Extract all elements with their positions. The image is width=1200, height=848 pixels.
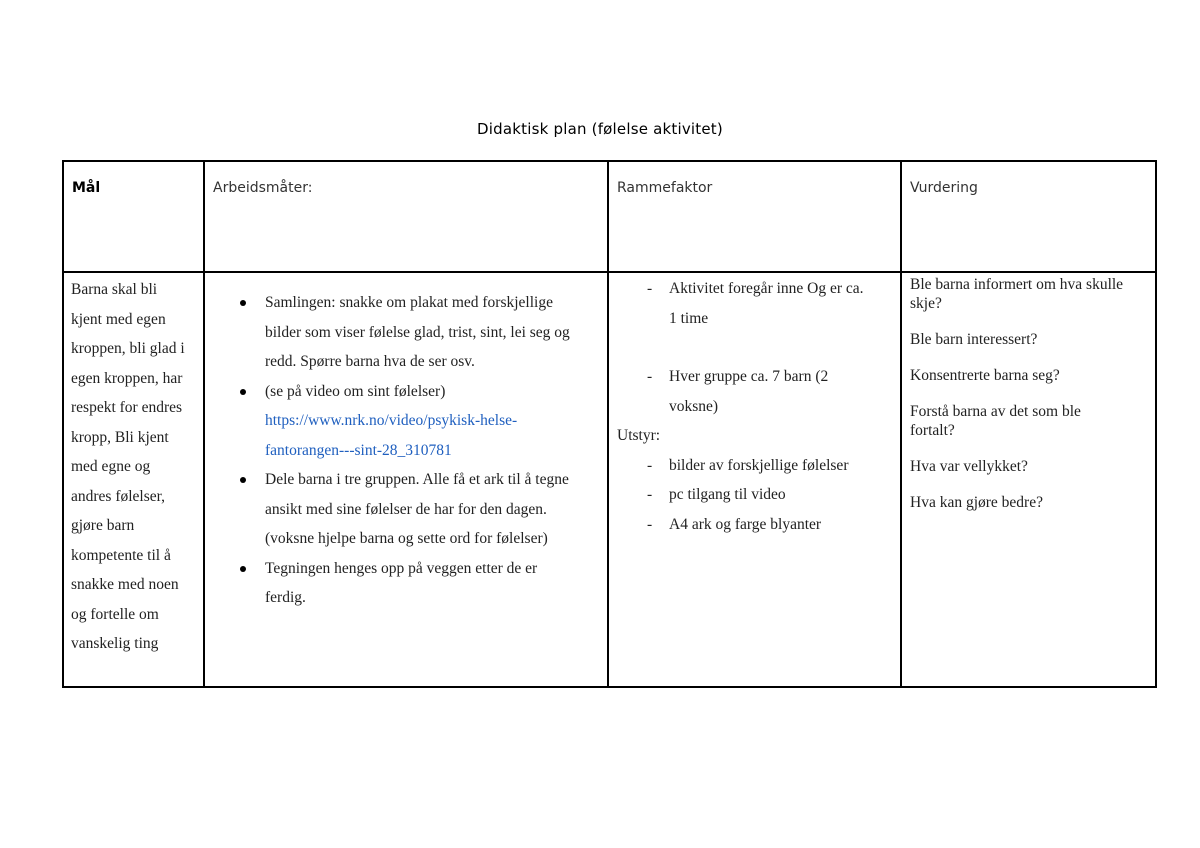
dash-item-line: Hver gruppe ca. 7 barn (2 <box>669 368 829 385</box>
maal-line: snakke med noen <box>71 576 179 593</box>
list-item-line: (voksne hjelpe barna og sette ord for følelser) <box>265 530 548 547</box>
dash-marker: - <box>647 456 653 474</box>
rammefaktor-cell <box>608 272 901 687</box>
arbeidsmater-cell <box>204 272 608 687</box>
vurdering-cell <box>901 272 1156 687</box>
dash-item-line: Aktivitet foregår inne Og er ca. <box>669 280 864 297</box>
list-item <box>265 554 599 613</box>
video-link[interactable]: fantorangen---sint-28_310781 <box>265 441 452 459</box>
vurdering-question: Ble barn interessert? <box>910 331 1038 348</box>
vurdering-question-line: Forstå barna av det som ble <box>910 403 1081 420</box>
dash-marker: - <box>647 486 653 503</box>
maal-line: gjøre barn <box>71 517 135 534</box>
maal-line: og fortelle om <box>71 605 159 623</box>
utstyr-item <box>617 451 892 481</box>
list-item-line: Dele barna i tre gruppen. Alle få et ark til å tegne <box>265 471 569 488</box>
utstyr-item <box>617 510 892 540</box>
maal-line: vanskelig ting <box>71 635 159 652</box>
maal-line: kropp, Bli kjent <box>71 428 169 446</box>
dash-item-line: voksne) <box>669 397 719 415</box>
utstyr-item-text: A4 ark og farge blyanter <box>669 515 822 533</box>
list-item <box>265 465 599 554</box>
maal-line: kjent med egen <box>71 310 166 328</box>
dash-marker: - <box>647 280 653 297</box>
header-row <box>63 161 1156 272</box>
vurdering-question-line: fortalt? <box>910 422 955 439</box>
maal-line: Barna skal bli <box>71 281 158 298</box>
maal-line: kroppen, bli glad i <box>71 340 185 357</box>
dash-item <box>617 274 892 333</box>
arbeidsmater-list <box>227 288 599 613</box>
maal-line: med egne og <box>71 458 151 475</box>
utstyr-label: Utstyr: <box>617 427 661 444</box>
didactic-plan-table <box>62 160 1157 688</box>
document-title: Didaktisk plan (følelse aktivitet) <box>477 120 723 138</box>
list-item-line: Tegningen henges opp på veggen etter de er <box>265 559 538 577</box>
vurdering-question: Hva kan gjøre bedre? <box>910 494 1043 511</box>
dash-marker: - <box>647 515 653 533</box>
header-rammefaktor: Rammefaktor <box>608 161 901 272</box>
header-vurdering: Vurdering <box>901 161 1156 272</box>
list-item <box>265 288 599 377</box>
list-item-line: (se på video om sint følelser) <box>265 382 446 400</box>
vurdering-question <box>910 275 1149 313</box>
dash-item-line: 1 time <box>669 309 709 327</box>
list-item-line: ferdig. <box>265 589 306 606</box>
vurdering-question: Hva var vellykket? <box>910 458 1028 475</box>
vurdering-question-line: Ble barna informert om hva skulle <box>910 276 1124 293</box>
maal-line: andres følelser, <box>71 487 166 505</box>
dash-marker: - <box>647 368 653 385</box>
utstyr-item-text: bilder av forskjellige følelser <box>669 456 849 474</box>
dash-item-text <box>669 274 892 333</box>
header-maal: Mål <box>63 161 204 272</box>
utstyr-item-text: pc tilgang til video <box>669 486 786 503</box>
list-item-line: ansikt med sine følelser de har for den dagen. <box>265 500 547 518</box>
utstyr-item <box>617 480 892 510</box>
content-row <box>63 272 1156 687</box>
maal-line: egen kroppen, har <box>71 369 183 387</box>
maal-cell <box>63 272 204 687</box>
vurdering-question-line: skje? <box>910 295 942 312</box>
list-item-line: Samlingen: snakke om plakat med forskjellige <box>265 294 553 311</box>
list-item-line: bilder som viser følelse glad, trist, sint, lei seg og <box>265 323 570 341</box>
vurdering-question <box>910 402 1149 440</box>
video-link[interactable]: https://www.nrk.no/video/psykisk-helse- <box>265 412 518 429</box>
dash-item-text <box>669 362 892 421</box>
maal-line: respekt for endres <box>71 399 183 416</box>
dash-item <box>617 362 892 421</box>
maal-line: kompetente til å <box>71 546 171 564</box>
vurdering-question: Konsentrerte barna seg? <box>910 367 1060 384</box>
list-item-line: redd. Spørre barna hva de ser osv. <box>265 353 475 370</box>
list-item <box>265 377 599 466</box>
header-arbeidsmater: Arbeidsmåter: <box>204 161 608 272</box>
